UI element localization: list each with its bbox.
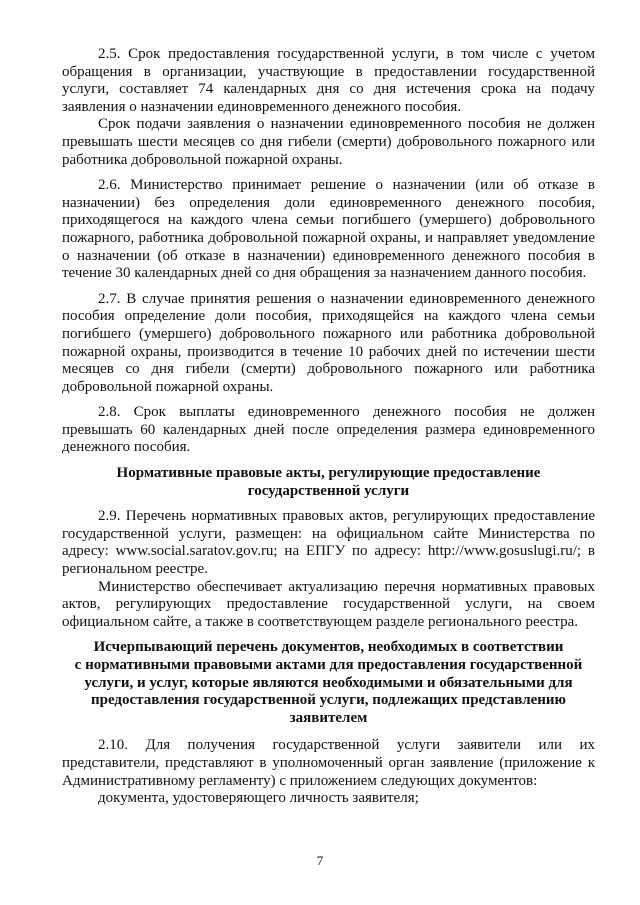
- heading-documents-line-1: Исчерпывающий перечень документов, необходимых в соответствии: [93, 639, 564, 656]
- heading-legal-acts: [62, 465, 595, 500]
- heading-documents-line-5: заявителем: [289, 709, 368, 726]
- paragraph-2-9: 2.9. Перечень нормативных правовых актов, регулирующих предоставление государственной услуги, размещен: на официальном сайте Министерства по адресу: www.social.saratov.gov.ru; на ЕПГУ по адресу: http://www.gosuslugi.ru/; в региональном реестре.: [62, 508, 595, 578]
- heading-documents-line-4: предоставления государственной услуги, подлежащих представлению: [90, 692, 567, 709]
- heading-documents-line-2: с нормативными правовыми актами для предоставления государственной: [74, 657, 583, 673]
- paragraph-2-10: 2.10. Для получения государственной услуги заявители или их представители, представляют в уполномоченный орган заявление (приложение к Административному регламенту) с приложением следующих документов:: [62, 737, 595, 789]
- paragraph-2-5: 2.5. Срок предоставления государственной услуги, в том числе с учетом обращения в организации, участвующие в предоставлении государственной услуги, составляет 74 календарных дня со дня истечения срока на подачу заявления о назначении единовременного денежного пособия.: [62, 46, 595, 115]
- heading-legal-acts-line-2: государственной услуги: [247, 482, 410, 499]
- heading-documents-list: [62, 639, 595, 727]
- paragraph-2-10-identity-document: документа, удостоверяющего личность заявителя;: [98, 790, 419, 807]
- paragraph-2-6: 2.6. Министерство принимает решение о назначении (или об отказе в назначении) без определения доли единовременного денежного пособия, приходящегося на каждого члена семьи погибшего (умершего) добровольного пожарного, работника добровольной пожарной охраны, и направляет уведомление о назначении (об отказе в назначении) единовременного денежного пособия в течение 30 календарных дней со дня обращения за назначением данного пособия.: [62, 177, 595, 282]
- paragraph-2-5-deadline: Срок подачи заявления о назначении единовременного пособия не должен превышать шести месяцев со дня гибели (смерти) добровольного пожарного или работника добровольной пожарной охраны.: [62, 116, 595, 168]
- paragraph-2-7: 2.7. В случае принятия решения о назначении единовременного денежного пособия определение доли пособия, приходящейся на каждого члена семьи погибшего (умершего) добровольного пожарного или работника добровольной пожарной охраны, производится в течение 10 рабочих дней по истечении шести месяцев со дня гибели (смерти) добровольного пожарного или работника добровольной пожарной охраны.: [62, 290, 595, 395]
- heading-legal-acts-line-1: Нормативные правовые акты, регулирующие предоставление: [116, 465, 541, 482]
- page-number: 7: [316, 853, 324, 868]
- paragraph-2-9-actualization: Министерство обеспечивает актуализацию перечня нормативных правовых актов, регулирующих предоставление государственной услуги, на своем официальном сайте, а также в соответствующем разделе регионального реестра.: [62, 578, 595, 630]
- paragraph-2-8: 2.8. Срок выплаты единовременного денежного пособия не должен превышать 60 календарных дней после определения размера единовременного денежного пособия.: [62, 404, 595, 456]
- heading-documents-line-3: услуги, и услуг, которые являются необходимыми и обязательными для: [84, 674, 573, 691]
